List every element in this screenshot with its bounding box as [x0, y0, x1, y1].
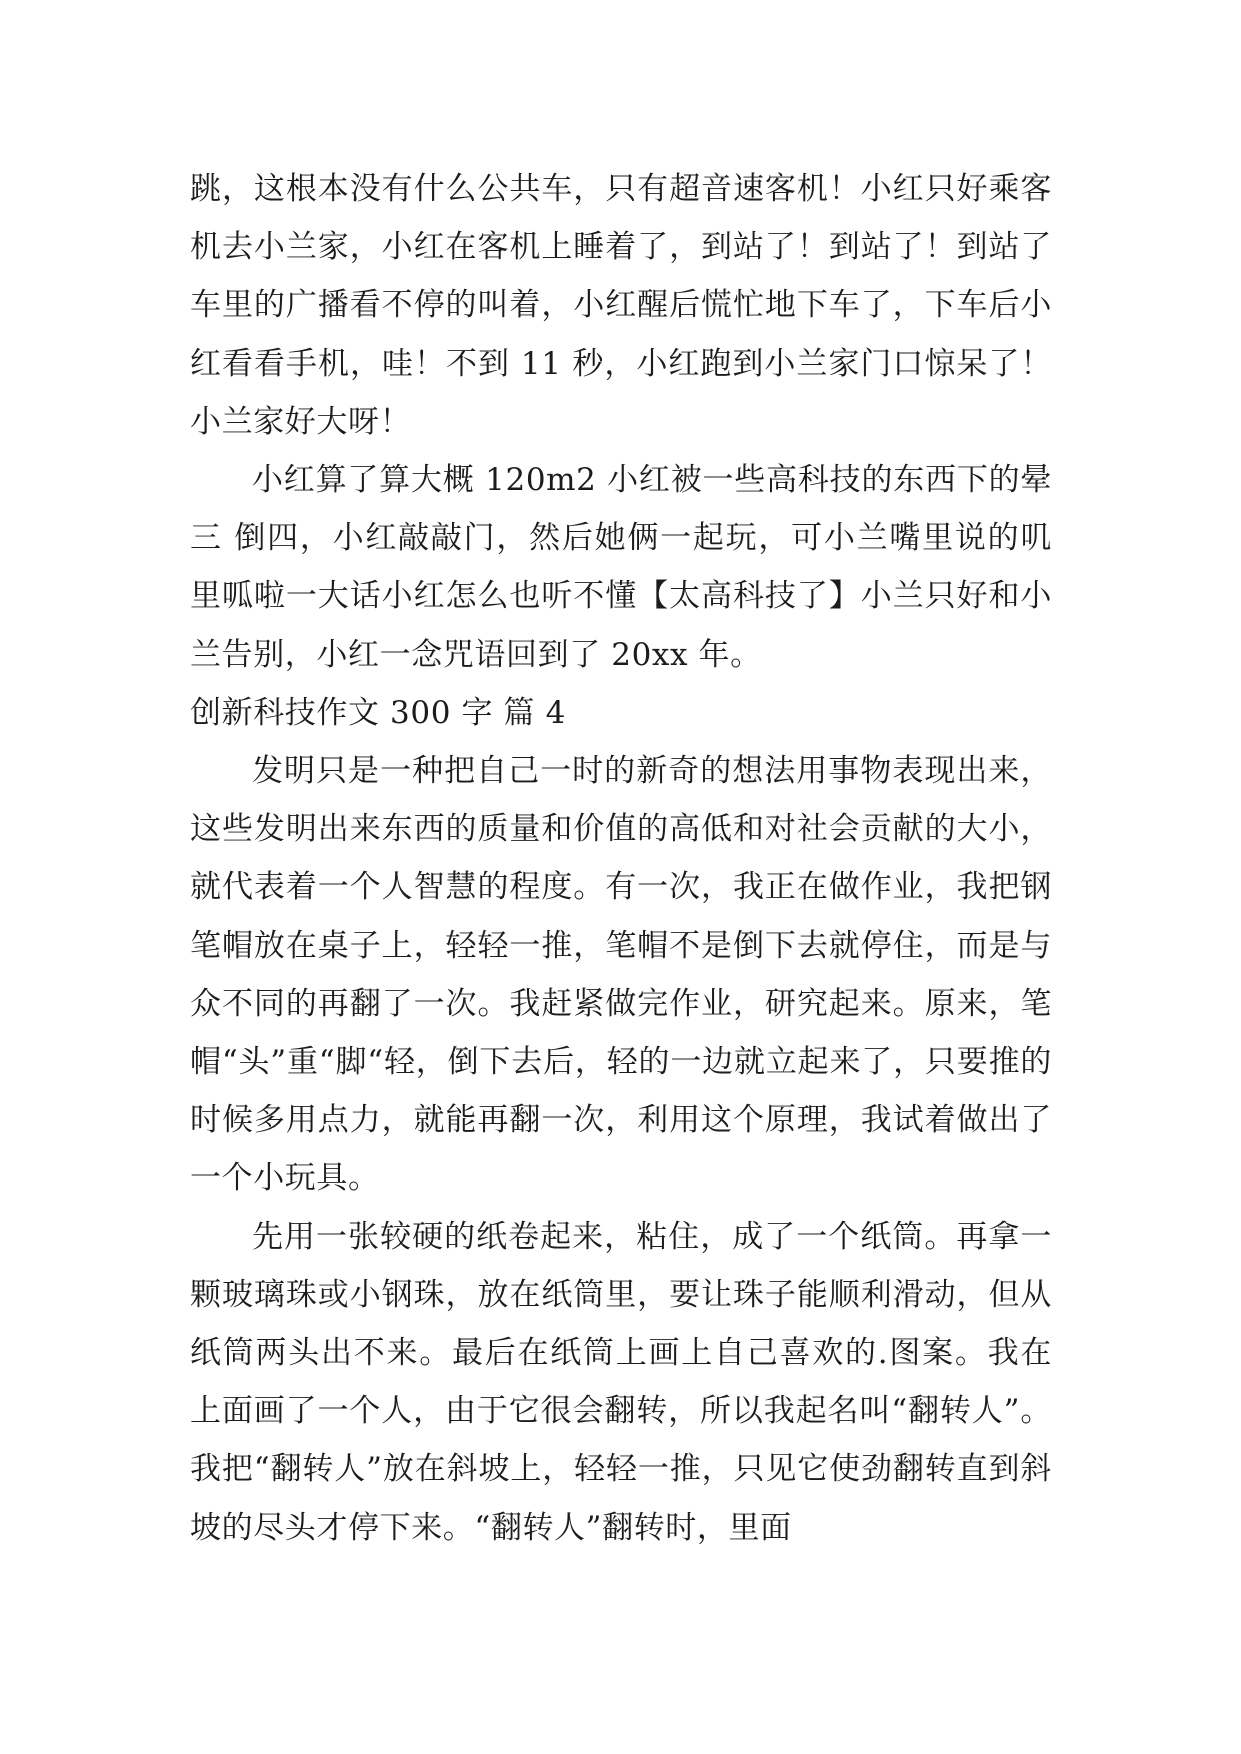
paragraph-3: 发明只是一种把自己一时的新奇的想法用事物表现出来，这些发明出来东西的质量和价值的高低和对社会贡献的大小，就代表着一个人智慧的程度。有一次，我正在做作业，我把钢笔帽放在桌子上，轻轻一推，笔帽不是倒下去就停住，而是与众不同的再翻了一次。我赶紧做完作业，研究起来。原来，笔帽“头”重“脚“轻，倒下去后，轻的一边就立起来了，只要推的时候多用点力，就能再翻一次，利用这个原理，我试着做出了一个小玩具。 — [190, 753, 1052, 1197]
document-body — [190, 160, 1052, 1557]
paragraph-2: 小红算了算大概 120m2 小红被一些高科技的东西下的晕三 倒四，小红敲敲门，然后她俩一起玩，可小兰嘴里说的叽里呱啦一大话小红怎么也听不懂【太高科技了】小兰只好和小兰告别，小红一念咒语回到了 20xx 年。 — [190, 462, 1052, 673]
paragraph-1: 跳，这根本没有什么公共车，只有超音速客机！小红只好乘客机去小兰家，小红在客机上睡着了，到站了！到站了！到站了车里的广播看不停的叫着，小红醒后慌忙地下车了，下车后小红看看手机，哇！不到 11 秒，小红跑到小兰家门口惊呆了！小兰家好大呀！ — [190, 171, 1052, 440]
section-heading: 创新科技作文 300 字 篇 4 — [190, 694, 566, 731]
paragraph-4: 先用一张较硬的纸卷起来，粘住，成了一个纸筒。再拿一颗玻璃珠或小钢珠，放在纸筒里，要让珠子能顺利滑动，但从纸筒两头出不来。最后在纸筒上画上自己喜欢的.图案。我在上面画了一个人，由于它很会翻转，所以我起名叫“翻转人”。我把“翻转人”放在斜坡上，轻轻一推，只见它使劲翻转直到斜坡的尽头才停下来。“翻转人”翻转时，里面 — [190, 1218, 1052, 1546]
